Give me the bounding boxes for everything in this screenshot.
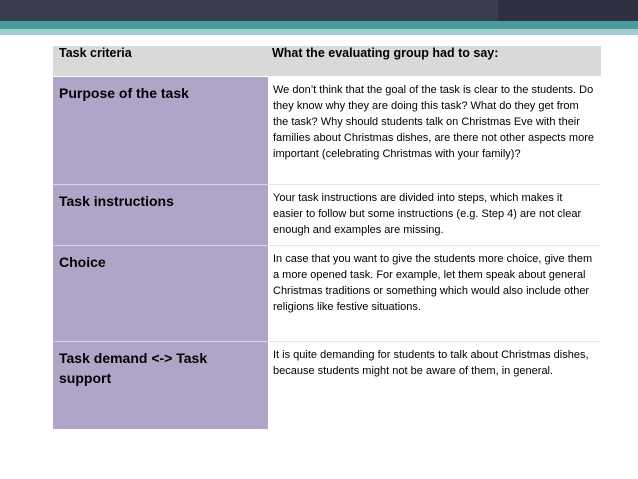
comment-cell: In case that you want to give the students more choice, give them a more opened task. For example, let them speak about general Christmas traditions or something which would also include other religions like festive situations. <box>268 246 601 342</box>
header-group-comments: What the evaluating group had to say: <box>268 46 601 77</box>
comment-cell: We don’t think that the goal of the task is clear to the students. Do they know why they are doing this task? What do they get from the task? Why should students talk on Christmas Eve with their families about Christmas dishes, are there not other aspects more important (celebrating Christmas with your family)? <box>268 77 601 185</box>
slide-top-band-teal <box>0 21 638 29</box>
table-row <box>53 185 601 246</box>
criterion-cell: Purpose of the task <box>53 77 268 185</box>
slide-top-band-light <box>0 29 638 35</box>
table-row <box>53 342 601 430</box>
criterion-cell: Choice <box>53 246 268 342</box>
evaluation-table <box>53 46 601 429</box>
table-header-row <box>53 46 601 77</box>
slide-top-band-accent <box>498 0 638 21</box>
criterion-cell: Task demand <-> Task support <box>53 342 268 430</box>
comment-cell: Your task instructions are divided into steps, which makes it easier to follow but some instructions (e.g. Step 4) are not clear enough and examples are missing. <box>268 185 601 246</box>
header-task-criteria: Task criteria <box>53 46 268 77</box>
comment-cell: It is quite demanding for students to talk about Christmas dishes, because students might not be aware of them, in general. <box>268 342 601 430</box>
table-row <box>53 246 601 342</box>
criterion-cell: Task instructions <box>53 185 268 246</box>
table-row <box>53 77 601 185</box>
